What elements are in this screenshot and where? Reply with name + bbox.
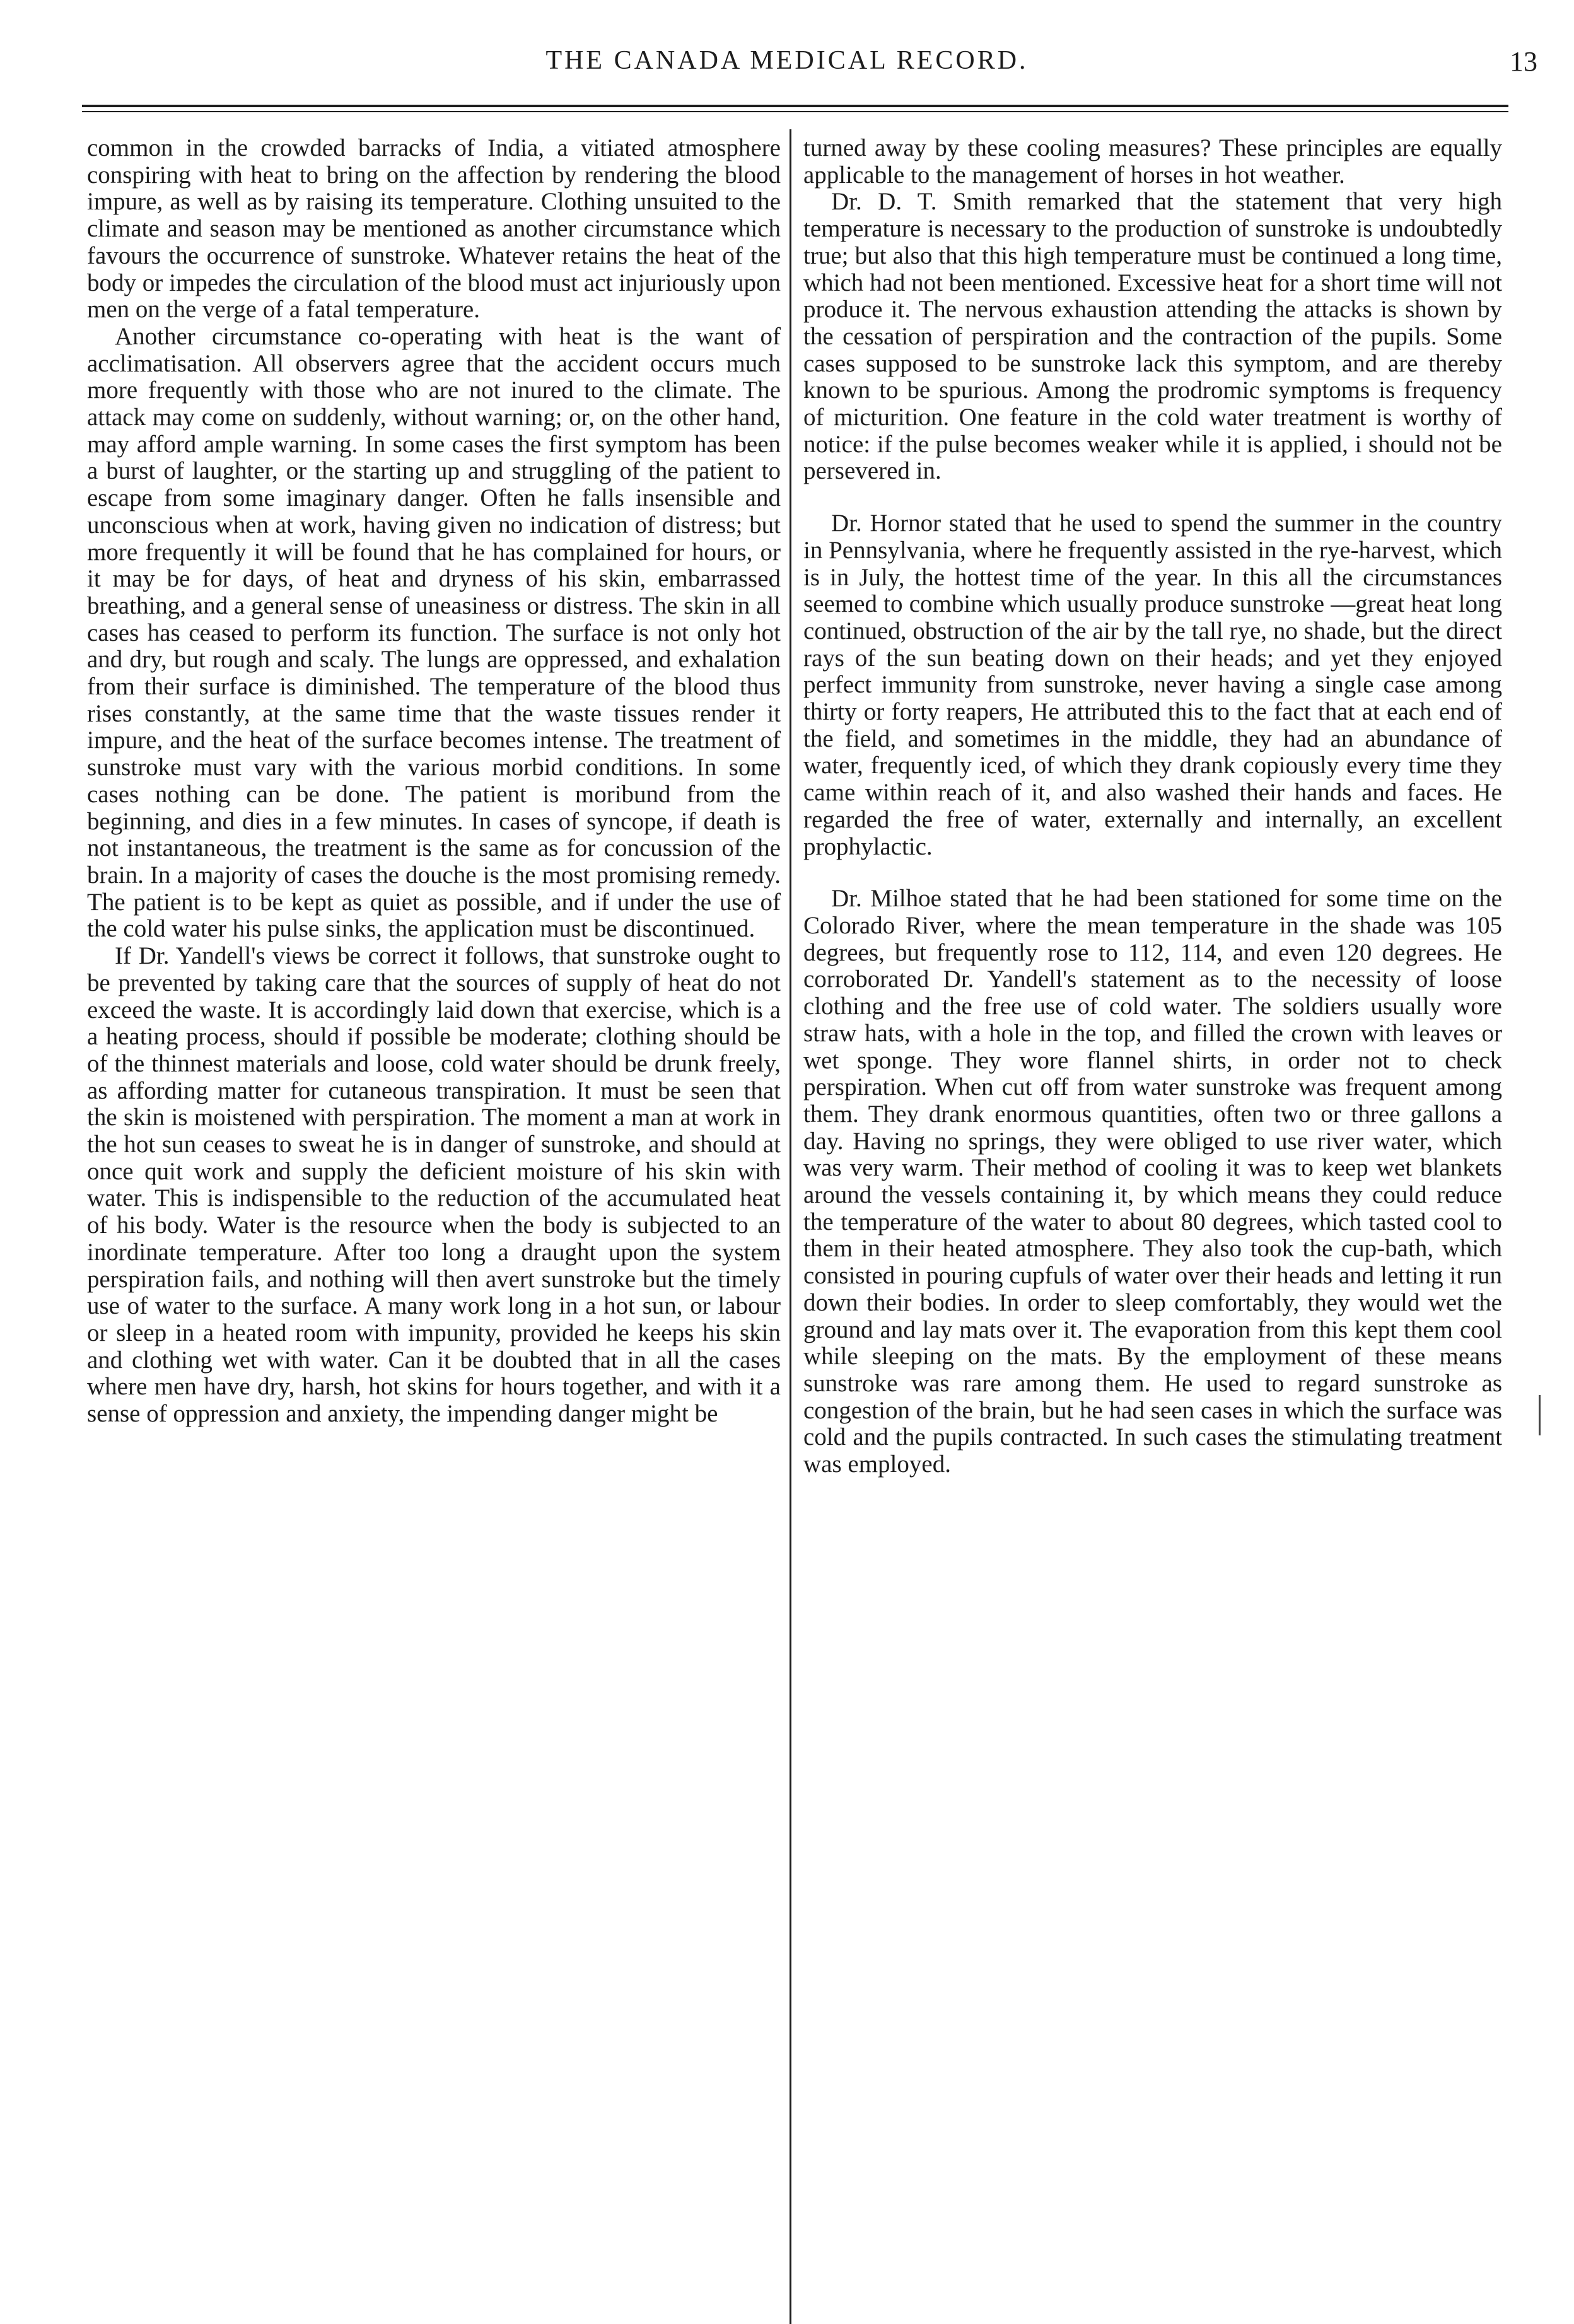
header-rule-thick	[82, 105, 1508, 107]
right-column	[803, 135, 1502, 1478]
paragraph: Dr. Milhoe stated that he had been stationed for some time on the Colorado River, where the mean temperature in the shade was 105 degrees, but frequently rose to 112, 114, and even 120 degrees. He corroborated Dr. Yandell's statement as to the necessity of loose clothing and the free use of cold water. The soldiers usually wore straw hats, with a hole in the top, and filled the crown with leaves or wet sponge. They wore flannel shirts, in order not to check perspiration. When cut off from water sunstroke was frequent among them. They drank enormous quantities, often two or three gallons a day. Having no springs, they were obliged to use river water, which was very warm. Their method of cooling it was to keep wet blankets around the vessels containing it, by which means they could reduce the temperature of the water to about 80 degrees, which tasted cool to them in their heated atmosphere. They also took the cup-bath, which consisted in pouring cupfuls of water over their heads and letting it run down their bodies. In order to sleep comfortably, they would wet the ground and lay mats over it. The evaporation from this kept them cool while sleeping on the mats. By the employment of these means sunstroke was rare among them. He used to regard sunstroke as congestion of the brain, but he had seen cases in which the surface was cold and the pupils contracted. In such cases the stimulating treatment was employed.	[803, 885, 1502, 1478]
page-number: 13	[1510, 46, 1537, 77]
header-rule-thin	[82, 111, 1508, 112]
paragraph: Dr. Hornor stated that he used to spend the summer in the country in Pennsylvania, where he frequently assisted in the rye-harvest, which is in July, the hottest time of the year. In this all the circumstances seemed to combine which usually produce sunstroke —great heat long continued, obstruction of the air by the tall rye, no shade, but the direct rays of the sun beating down on their heads; and yet they enjoyed perfect immunity from sunstroke, never having a single case among thirty or forty reapers, He attributed this to the fact that at each end of the field, and sometimes in the middle, they had an abundance of water, frequently iced, of which they drank copiously every time they came within reach of it, and also washed their hands and faces. He regarded the free of water, externally and internally, an excellent prophylactic.	[803, 510, 1502, 860]
paragraph: Dr. D. T. Smith remarked that the statement that very high temperature is necessary to the production of sunstroke is undoubtedly true; but also that this high temperature must be continued a long time, which had not been mentioned. Excessive heat for a short time will not produce it. The nervous exhaustion attending the attacks is shown by the cessation of perspiration and the contraction of the pupils. Some cases supposed to be sunstroke lack this symptom, and are thereby known to be spurious. Among the prodromic symptoms is frequency of micturition. One feature in the cold water treatment is worthy of notice: if the pulse becomes weaker while it is applied, i should not be persevered in.	[803, 188, 1502, 485]
paragraph: turned away by these cooling measures? These principles are equally applicable to the management of horses in hot weather.	[803, 134, 1502, 189]
margin-mark	[1539, 1395, 1541, 1435]
left-column	[87, 135, 781, 1428]
column-divider	[790, 129, 791, 2324]
paragraph: Another circumstance co-operating with heat is the want of acclimatisation. All observers agree that the accident occurs much more frequently with those who are not inured to the climate. The attack may come on suddenly, without warning; or, on the other hand, may afford ample warning. In some cases the first symptom has been a burst of laughter, or the starting up and struggling of the patient to escape from some imaginary danger. Often he falls insensible and unconscious when at work, having given no indication of distress; but more frequently it will be found that he has complained for hours, or it may be for days, of heat and dryness of his skin, embarrassed breathing, and a general sense of uneasiness or distress. The skin in all cases has ceased to perform its function. The surface is not only hot and dry, but rough and scaly. The lungs are oppressed, and exhalation from their surface is diminished. The temperature of the blood thus rises constantly, at the same time that the waste tissues render it impure, and the heat of the surface becomes intense. The treatment of sunstroke must vary with the various morbid conditions. In some cases nothing can be done. The patient is moribund from the beginning, and dies in a few minutes. In cases of syncope, if death is not instantaneous, the treatment is the same as for concussion of the brain. In a majority of cases the douche is the most promising remedy. The patient is to be kept as quiet as possible, and if under the use of the cold water his pulse sinks, the application must be discontinued.	[87, 322, 781, 943]
running-head	[0, 45, 1574, 83]
paragraph: common in the crowded barracks of India, a vitiated atmosphere conspiring with heat to bring on the affection by rendering the blood impure, as well as by raising its temperature. Clothing unsuited to the climate and season may be mentioned as another circumstance which favours the occurrence of sunstroke. Whatever retains the heat of the body or impedes the circulation of the blood must act injuriously upon men on the verge of a fatal temperature.	[87, 134, 781, 324]
journal-title: THE CANADA MEDICAL RECORD.	[545, 46, 1029, 75]
paragraph: If Dr. Yandell's views be correct it follows, that sunstroke ought to be prevented by taking care that the sources of supply of heat do not exceed the waste. It is accordingly laid down that exercise, which is a a heating process, should if possible be moderate; clothing should be of the thinnest materials and loose, cold water should be drunk freely, as affording matter for cutaneous transpiration. It must be seen that the skin is moistened with perspiration. The moment a man at work in the hot sun ceases to sweat he is in danger of sunstroke, and should at once quit work and supply the deficient moisture of his skin with water. This is indispensible to the reduction of the accumulated heat of his body. Water is the resource when the body is subjected to an inordinate temperature. After too long a draught upon the system perspiration fails, and nothing will then avert sunstroke but the timely use of water to the surface. A many work long in a hot sun, or labour or sleep in a heated room with impunity, provided he keeps his skin and clothing wet with water. Can it be doubted that in all the cases where men have dry, harsh, hot skins for hours together, and with it a sense of oppression and anxiety, the impending danger might be	[87, 942, 781, 1428]
